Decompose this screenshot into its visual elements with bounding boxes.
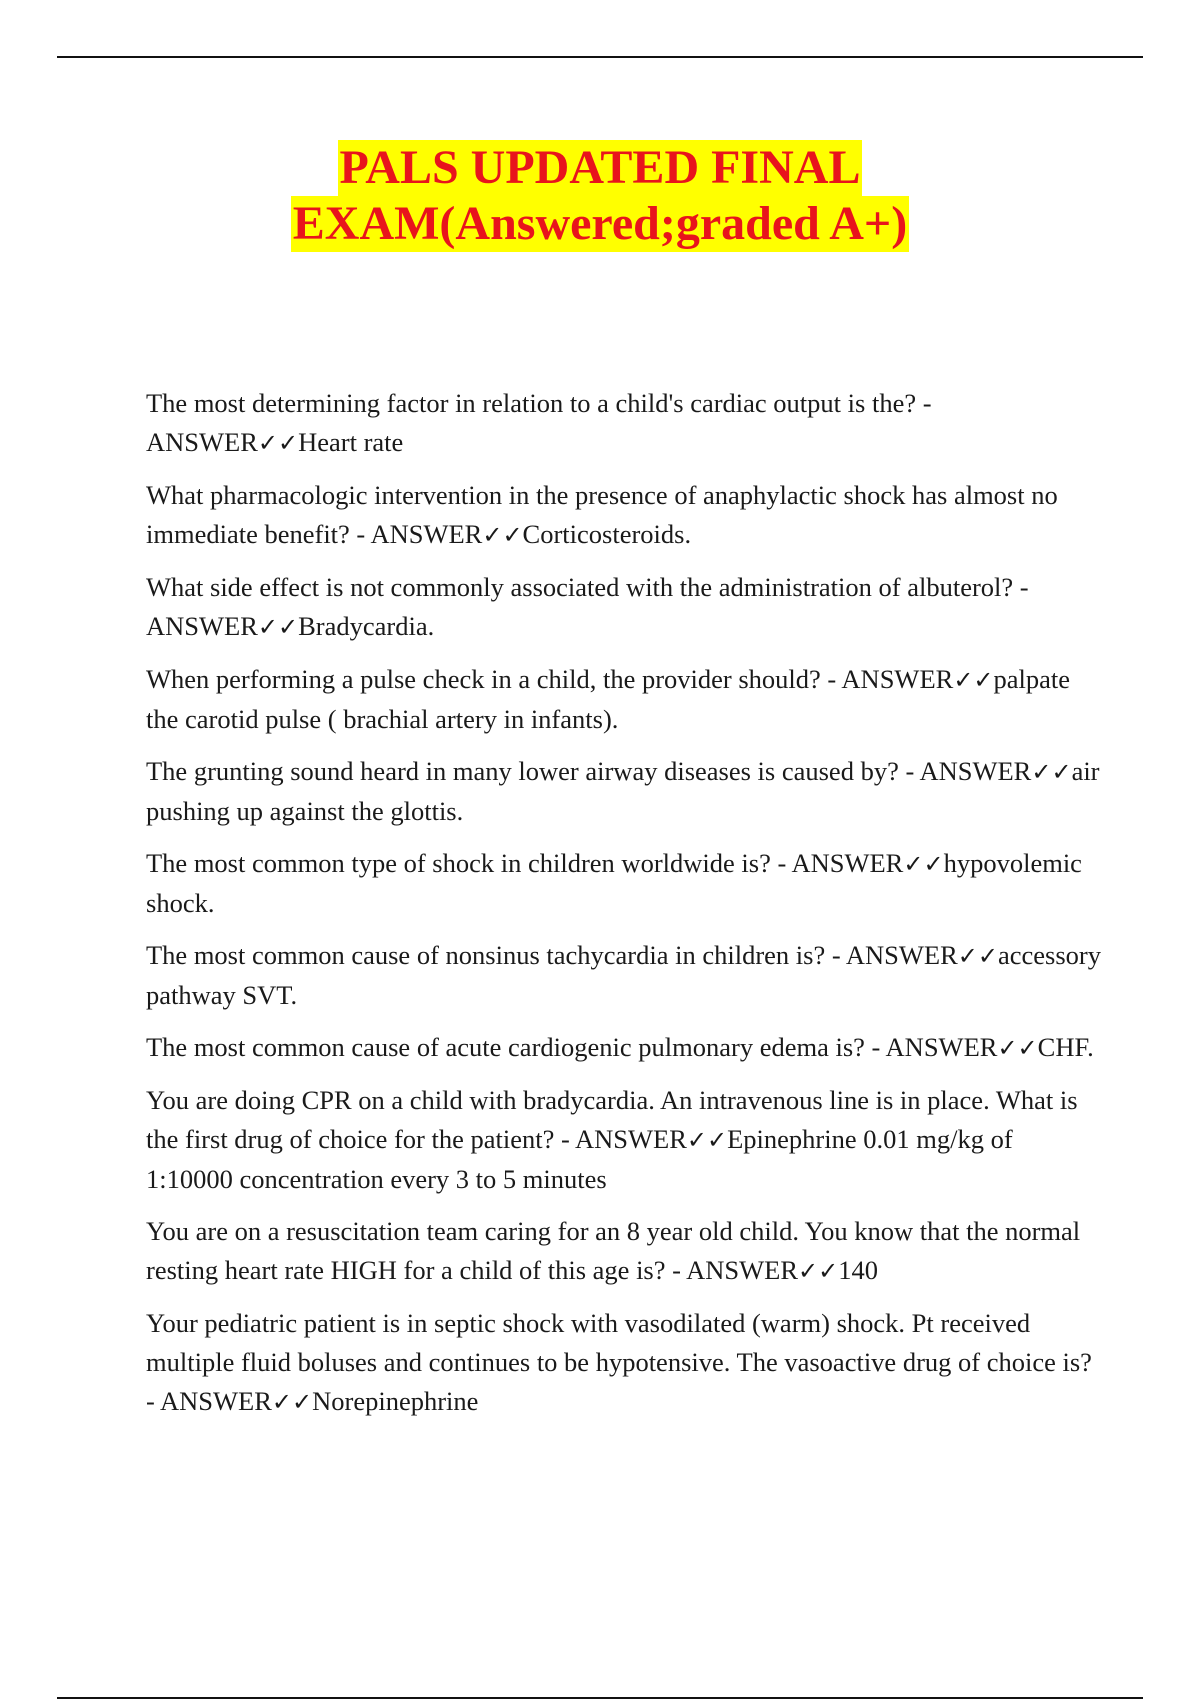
answer-marker: ANSWER	[845, 940, 958, 970]
qa-item	[146, 1304, 1106, 1422]
question-text: What side effect is not commonly associated with the administration of albuterol? -	[146, 572, 1029, 602]
check-icon: ✓✓	[957, 942, 998, 970]
qa-item	[146, 1028, 1106, 1068]
bottom-rule	[57, 1697, 1143, 1699]
answer-text: 140	[838, 1255, 878, 1285]
qa-list	[146, 384, 1106, 1435]
answer-text: hypovolemic shock.	[146, 848, 1082, 918]
answer-text: Epinephrine 0.01 mg/kg of 1:10000 concentration every 3 to 5 minutes	[146, 1124, 1013, 1194]
question-text: Your pediatric patient is in septic shock with vasodilated (warm) shock. Pt received multiple fluid boluses and continues to be hypotensive. The vasoactive drug of choice is? -	[146, 1308, 1092, 1416]
question-text: The most common cause of acute cardiogenic pulmonary edema is? -	[146, 1032, 881, 1062]
check-icon: ✓✓	[257, 429, 299, 457]
check-icon: ✓✓	[482, 521, 523, 549]
answer-marker: ANSWER	[146, 427, 258, 457]
answer-marker: ANSWER	[575, 1124, 687, 1154]
check-icon: ✓✓	[257, 613, 299, 641]
qa-item	[146, 1212, 1106, 1291]
document-title	[0, 140, 1200, 252]
answer-text: Norepinephrine	[312, 1386, 479, 1416]
qa-item	[146, 752, 1106, 831]
answer-text: CHF.	[1037, 1032, 1094, 1062]
answer-text: Bradycardia.	[298, 611, 435, 641]
answer-text: Heart rate	[298, 427, 404, 457]
question-text: The most determining factor in relation to a child's cardiac output is the? -	[146, 388, 932, 418]
answer-marker: ANSWER	[160, 1386, 272, 1416]
qa-item	[146, 660, 1106, 739]
answer-marker: ANSWER	[885, 1032, 998, 1062]
answer-marker: ANSWER	[146, 611, 258, 641]
answer-text: air pushing up against the glottis.	[146, 756, 1100, 826]
check-icon: ✓✓	[953, 666, 994, 694]
title-line-1: PALS UPDATED FINAL	[339, 141, 861, 194]
qa-item	[146, 384, 1106, 463]
answer-marker: ANSWER	[686, 1255, 799, 1285]
question-text: The most common cause of nonsinus tachycardia in children is? -	[146, 940, 841, 970]
question-text: You are on a resuscitation team caring for an 8 year old child. You know that the normal resting heart rate HIGH for a child of this age is? -	[146, 1216, 1081, 1285]
question-text: When performing a pulse check in a child, the provider should? -	[146, 664, 837, 694]
question-text: What pharmacologic intervention in the presence of anaphylactic shock has almost no immediate benefit? -	[146, 480, 1058, 549]
qa-item	[146, 936, 1106, 1015]
answer-marker: ANSWER	[919, 756, 1032, 786]
check-icon: ✓✓	[997, 1034, 1038, 1062]
question-text: The grunting sound heard in many lower airway diseases is caused by? -	[146, 756, 915, 786]
check-icon: ✓✓	[1031, 758, 1072, 786]
answer-text: accessory pathway SVT.	[146, 940, 1101, 1010]
qa-item	[146, 1081, 1106, 1199]
check-icon: ✓✓	[686, 1126, 728, 1154]
top-rule	[57, 56, 1143, 58]
question-text: You are doing CPR on a child with bradycardia. An intravenous line is in place. What is the first drug of choice for the patient? -	[146, 1085, 1078, 1154]
qa-item	[146, 844, 1106, 923]
check-icon: ✓✓	[798, 1257, 839, 1285]
answer-marker: ANSWER	[370, 519, 483, 549]
check-icon: ✓✓	[903, 850, 944, 878]
question-text: The most common type of shock in children worldwide is? -	[146, 848, 787, 878]
answer-marker: ANSWER	[791, 848, 904, 878]
answer-text: Corticosteroids.	[522, 519, 692, 549]
title-line-2: EXAM(Answered;graded A+)	[292, 197, 908, 250]
answer-marker: ANSWER	[841, 664, 954, 694]
check-icon: ✓✓	[271, 1388, 313, 1416]
qa-item	[146, 476, 1106, 555]
qa-item	[146, 568, 1106, 647]
answer-text: palpate the carotid pulse ( brachial artery in infants).	[146, 664, 1071, 734]
